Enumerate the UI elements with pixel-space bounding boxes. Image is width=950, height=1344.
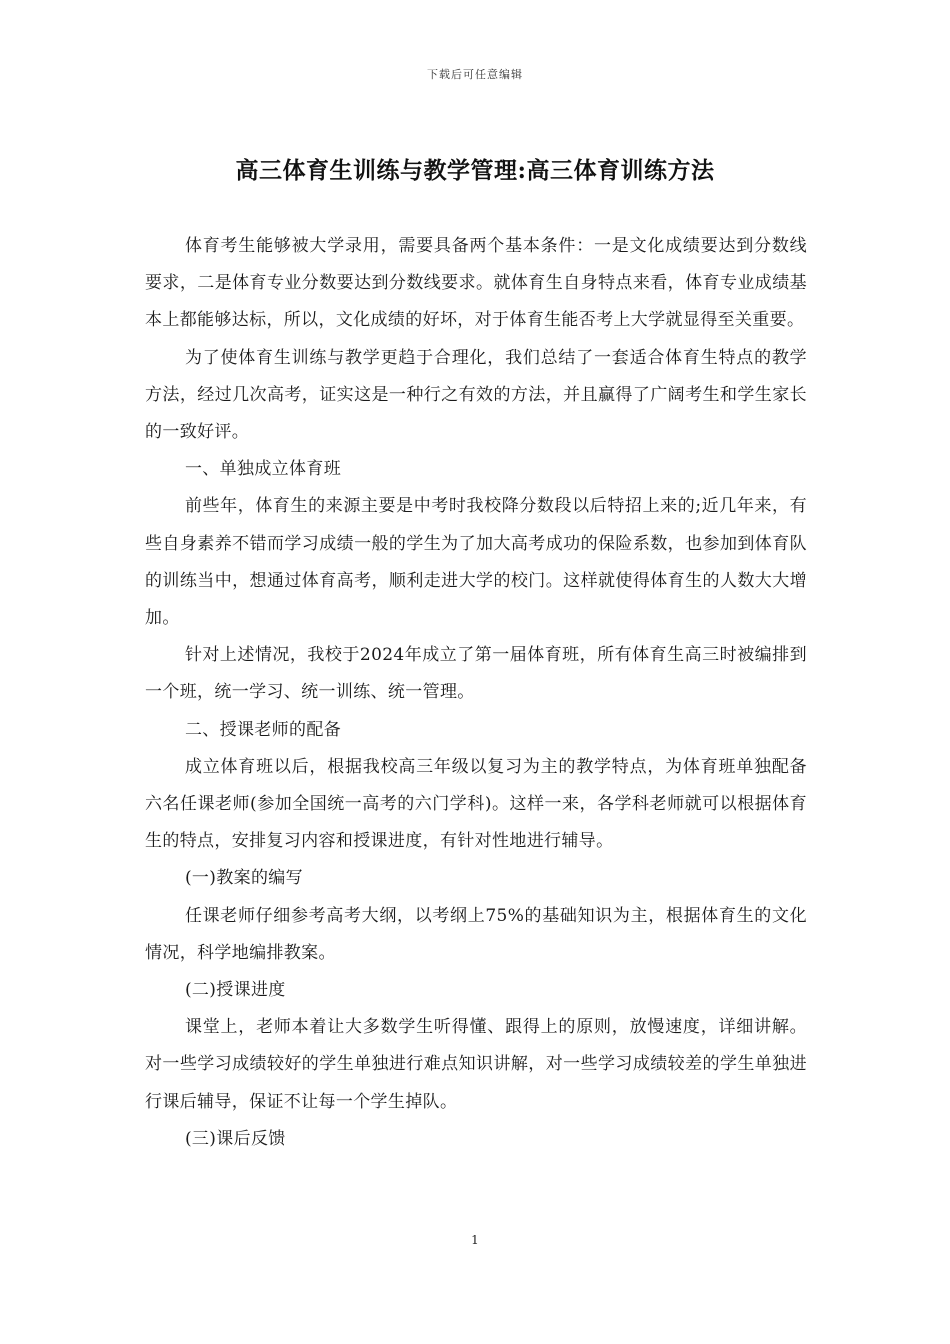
paragraph-teacher-allocation: 成立体育班以后，根据我校高三年级以复习为主的教学特点，为体育班单独配备六名任课老师(参加全国统一高考的六门学科)。这样一来，各学科老师就可以根据体育生的特点，安排复习内容和授课进度，有针对性地进行辅导。 [145,756,807,852]
subsection-heading-3: (三)课后反馈 [184,1128,286,1149]
paragraph-method-summary: 为了使体育生训练与教学更趋于合理化，我们总结了一套适合体育生特点的教学方法，经过几次高考，证实这是一种行之有效的方法，并且赢得了广阔考生和学生家长的一致好评。 [145,347,807,443]
paragraph-class-founding: 针对上述情况，我校于2024年成立了第一届体育班，所有体育生高三时被编排到一个班，统一学习、统一训练、统一管理。 [145,645,807,703]
page-number: 1 [471,1233,479,1247]
subsection-heading-1: (一)教案的编写 [184,868,304,889]
section-heading-2: 二、授课老师的配备 [184,719,342,740]
document-body [145,228,807,1158]
document-title: 高三体育生训练与教学管理:高三体育训练方法 [235,157,715,184]
header-note: 下载后可任意编辑 [427,68,523,81]
subsection-heading-2: (二)授课进度 [184,980,286,1001]
paragraph-teaching-pace: 课堂上，老师本着让大多数学生听得懂、跟得上的原则，放慢速度，详细讲解。对一些学习成绩较好的学生单独进行难点知识讲解，对一些学习成绩较差的学生单独进行课后辅导，保证不让每一个学生掉队。 [145,1017,807,1112]
section-heading-1: 一、单独成立体育班 [184,459,342,480]
paragraph-lesson-plans: 任课老师仔细参考高考大纲，以考纲上75%的基础知识为主，根据体育生的文化情况，科学地编排教案。 [145,905,807,963]
paragraph-student-source: 前些年，体育生的来源主要是中考时我校降分数段以后特招上来的;近几年来，有些自身素养不错而学习成绩一般的学生为了加大高考成功的保险系数，也参加到体育队的训练当中，想通过体育高考，顺利走进大学的校门。这样就使得体育生的人数大大增加。 [145,496,807,629]
paragraph-intro: 体育考生能够被大学录用，需要具备两个基本条件：一是文化成绩要达到分数线要求，二是体育专业分数要达到分数线要求。就体育生自身特点来看，体育专业成绩基本上都能够达标，所以，文化成绩的好坏，对于体育生能否考上大学就显得至关重要。 [145,236,807,331]
